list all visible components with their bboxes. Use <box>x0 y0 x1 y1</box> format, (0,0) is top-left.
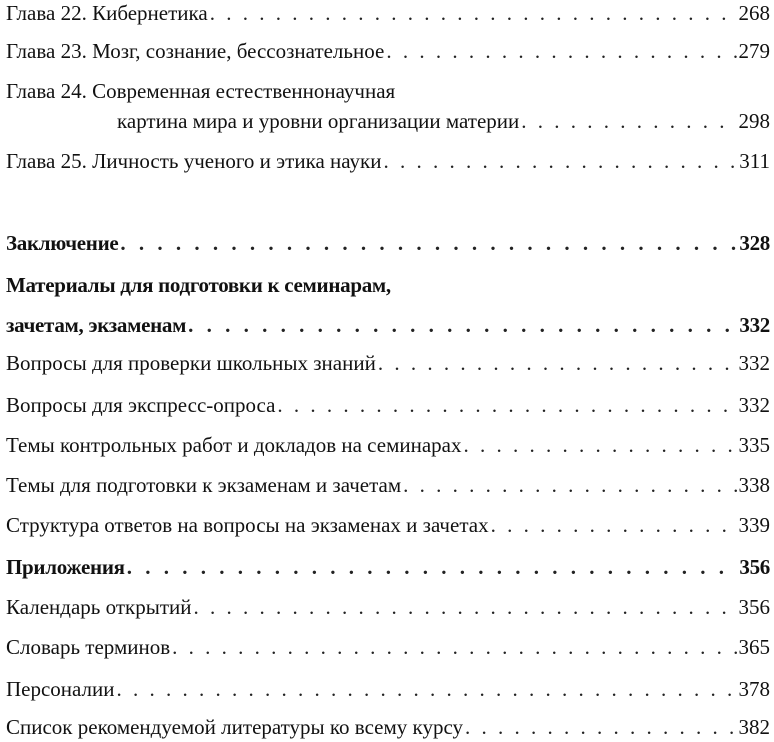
toc-entry-title: Вопросы для проверки школьных знаний <box>6 351 376 375</box>
toc-entry-topics-reports <box>6 432 770 458</box>
toc-entry-page: 332 <box>739 313 770 337</box>
dot-leader <box>277 392 736 418</box>
toc-entry-questions-school <box>6 350 770 376</box>
toc-entry-title: картина мира и уровни организации материи <box>117 109 520 133</box>
dot-leader <box>465 714 737 740</box>
toc-entry-page: 332 <box>738 393 770 417</box>
toc-entry-materials <box>6 312 770 338</box>
toc-entry-bibliography <box>6 714 770 740</box>
toc-entry-page: 279 <box>738 39 770 63</box>
toc-entry-title: Календарь открытий <box>6 595 192 619</box>
toc-entry-chapter-23 <box>6 38 770 64</box>
dot-leader <box>193 594 736 620</box>
toc-entry-page: 268 <box>738 1 770 25</box>
dot-leader <box>386 38 736 64</box>
dot-leader <box>403 472 736 498</box>
toc-entry-page: 356 <box>739 555 770 579</box>
toc-entry-materials-line1: Материалы для подготовки к семинарам, <box>6 273 391 297</box>
toc-entry-title: Темы контрольных работ и докладов на семинарах <box>6 433 462 457</box>
toc-entry-title: Глава 23. Мозг, сознание, бессознательное <box>6 39 385 63</box>
toc-entry-page: 339 <box>738 513 770 537</box>
toc-entry-title: Глава 22. Кибернетика <box>6 1 208 25</box>
toc-entry-appendices <box>6 554 770 580</box>
dot-leader <box>383 148 737 174</box>
toc-entry-page: 382 <box>738 715 770 739</box>
toc-entry-page: 338 <box>738 473 770 497</box>
toc-entry-chapter-24-line1: Глава 24. Современная естественнонаучная <box>6 79 396 103</box>
toc-entry-title: Приложения <box>6 555 125 579</box>
dot-leader <box>463 432 736 458</box>
dot-leader <box>378 350 737 376</box>
toc-entry-page: 298 <box>738 109 770 133</box>
dot-leader <box>127 554 738 580</box>
dot-leader <box>188 312 737 338</box>
toc-entry-glossary <box>6 634 770 660</box>
toc-entry-title: Глава 25. Личность ученого и этика науки <box>6 149 382 173</box>
toc-entry-topics-exams <box>6 472 770 498</box>
toc-entry-questions-express <box>6 392 770 418</box>
toc-entry-persons <box>6 676 770 702</box>
toc-entry-page: 378 <box>738 677 770 701</box>
dot-leader <box>521 108 736 134</box>
dot-leader <box>172 634 736 660</box>
dot-leader <box>120 230 737 256</box>
toc-entry-page: 365 <box>738 635 770 659</box>
toc-entry-calendar <box>6 594 770 620</box>
dot-leader <box>117 676 737 702</box>
dot-leader <box>491 512 737 538</box>
dot-leader <box>210 0 737 26</box>
toc-entry-conclusion <box>6 230 770 256</box>
toc-entry-page: 356 <box>738 595 770 619</box>
toc-entry-title: Темы для подготовки к экзаменам и зачетам <box>6 473 402 497</box>
toc-entry-chapter-24 <box>6 108 770 134</box>
toc-entry-title: Заключение <box>6 231 119 255</box>
toc-entry-title: Персоналии <box>6 677 115 701</box>
toc-entry-page: 328 <box>739 231 770 255</box>
toc-entry-answer-structure <box>6 512 770 538</box>
toc-entry-chapter-25 <box>6 148 770 174</box>
toc-entry-page: 311 <box>739 149 770 173</box>
toc-entry-title: Список рекомендуемой литературы ко всему курсу <box>6 715 463 739</box>
toc-entry-chapter-22 <box>6 0 770 26</box>
toc-entry-title: Структура ответов на вопросы на экзаменах и зачетах <box>6 513 489 537</box>
toc-entry-page: 335 <box>738 433 770 457</box>
toc-entry-title: Вопросы для экспресс-опроса <box>6 393 276 417</box>
toc-entry-title: Словарь терминов <box>6 635 171 659</box>
toc-entry-title: зачетам, экзаменам <box>6 313 187 337</box>
toc-entry-page: 332 <box>738 351 770 375</box>
